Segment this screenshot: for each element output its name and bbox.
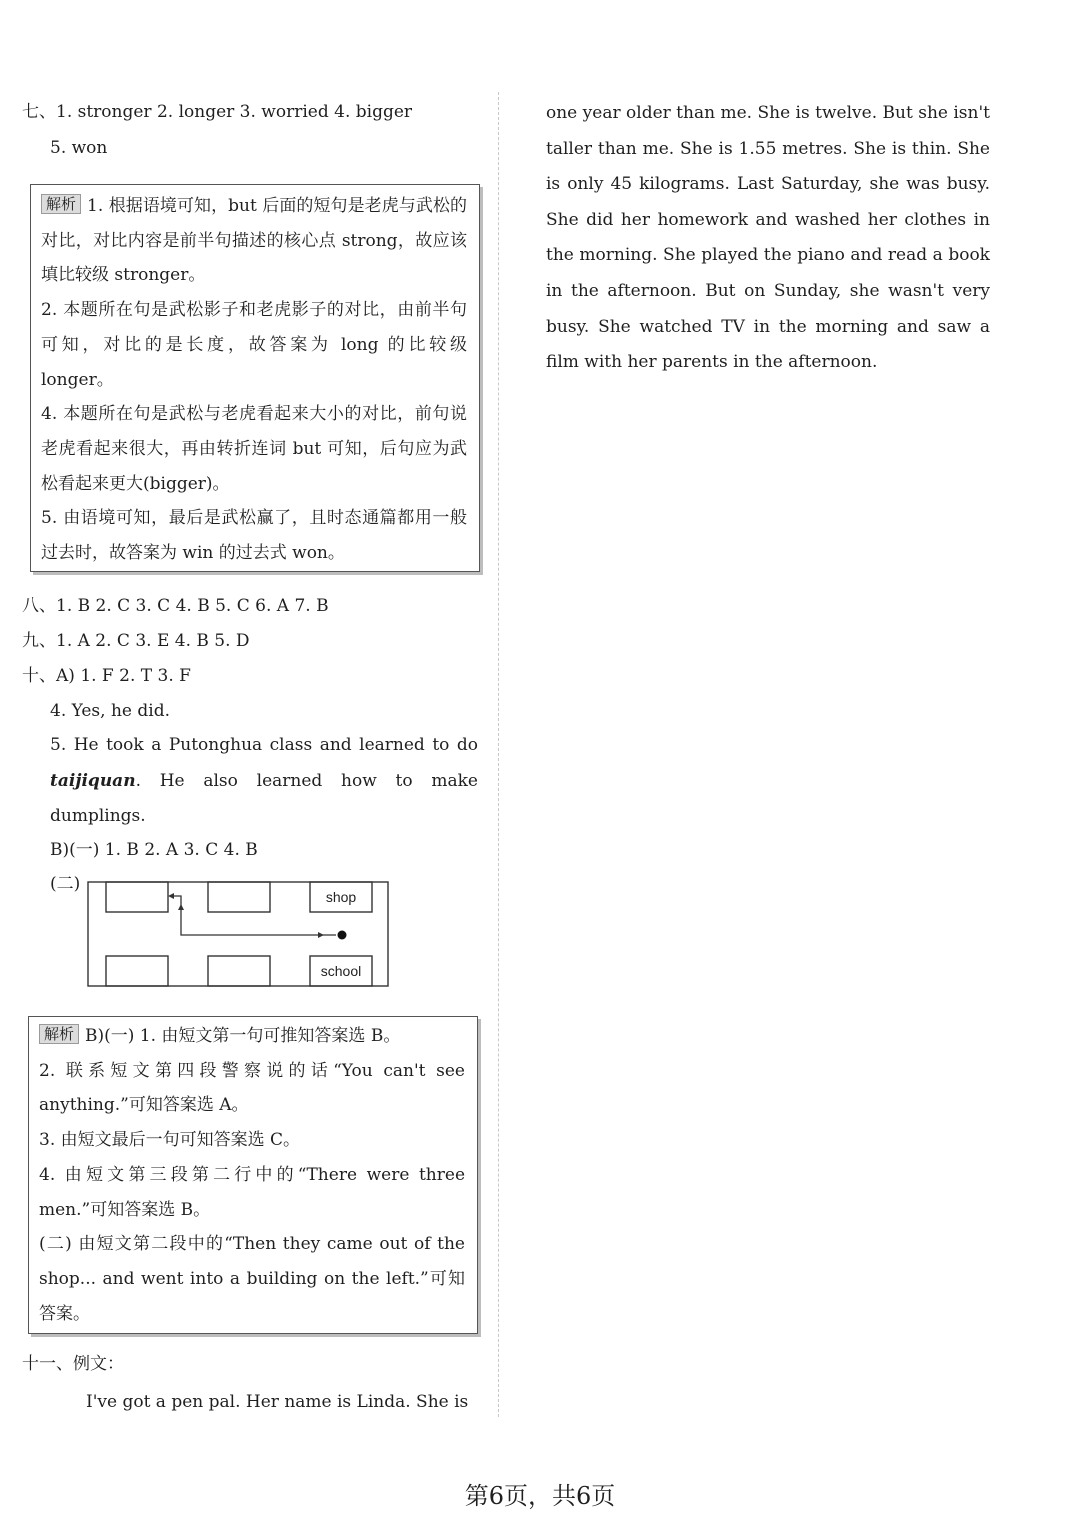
analysis-1-text bbox=[41, 189, 467, 571]
section-7-answers: 七、1. stronger 2. longer 3. worried 4. bigger bbox=[22, 102, 413, 122]
analysis-1-para-4: 5. 由语境可知，最后是武松赢了，且时态通篇都用一般过去时，故答案为 win 的过去式 won。 bbox=[41, 508, 467, 564]
analysis-2-para-2: 2. 联系短文第四段警察说的话“You can't see anything.”可知答案选 A。 bbox=[39, 1060, 465, 1116]
map-building-bottom-left bbox=[106, 956, 168, 986]
analysis-1-para-3: 4. 本题所在句是武松与老虎看起来大小的对比，前句说老虎看起来很大，再由转折连词 but 可知，后句应为武松看起来更大(bigger)。 bbox=[41, 404, 467, 494]
section-10-b2-label: (二) bbox=[50, 874, 81, 894]
analysis-box-2 bbox=[28, 1016, 478, 1334]
analysis-2-para-4: 4. 由短文第三段第二行中的“There were three men.”可知答案选 B。 bbox=[39, 1164, 465, 1220]
analysis-2-text bbox=[39, 1019, 465, 1331]
map-building-bottom-middle bbox=[208, 956, 270, 986]
analysis-tag: 解析 bbox=[39, 1024, 79, 1044]
analysis-box-1 bbox=[30, 184, 480, 572]
analysis-1-para-1: 解析 1. 根据语境可知，but 后面的短句是老虎与武松的对比，对比内容是前半句描述的核心点 strong，故应该填比较级 stronger。 bbox=[41, 195, 467, 286]
italic-term: taijiquan bbox=[50, 770, 136, 791]
map-building-top-left bbox=[106, 882, 168, 912]
analysis-2-para-5: (二) 由短文第二段中的“Then they came out of the shop... and went into a building on the left.”可知答案。 bbox=[39, 1234, 465, 1324]
section-10-a5: 5. He took a Putonghua class and learned to do taijiquan. He also learned how to make dumplings. bbox=[50, 735, 478, 827]
section-10-a4: 4. Yes, he did. bbox=[50, 701, 170, 721]
section-10-b-answers: B)(一) 1. B 2. A 3. C 4. B bbox=[50, 840, 258, 860]
section-8-answers: 八、1. B 2. C 3. C 4. B 5. C 6. A 7. B bbox=[22, 596, 329, 616]
map-route-line bbox=[172, 896, 336, 935]
section-10-a-answers: 十、A) 1. F 2. T 3. F bbox=[22, 666, 191, 686]
column-divider bbox=[498, 92, 499, 1417]
map-arrow-up-segment bbox=[178, 904, 184, 910]
section-11-title: 十一、例文： bbox=[22, 1354, 124, 1374]
map-label-school: school bbox=[320, 963, 362, 979]
route-map bbox=[86, 880, 392, 990]
analysis-2-para-1: 解析 B)(一) 1. 由短文第一句可推知答案选 B。 bbox=[39, 1019, 465, 1054]
analysis-1-para-2: 2. 本题所在句是武松影子和老虎影子的对比，由前半句可知，对比的是长度，故答案为 long 的比较级 longer。 bbox=[41, 300, 467, 390]
map-arrow-end bbox=[168, 893, 174, 899]
map-arrow-right-segment bbox=[318, 932, 324, 938]
analysis-2-para-3: 3. 由短文最后一句可知答案选 C。 bbox=[39, 1130, 301, 1151]
section-7-answer-5: 5. won bbox=[50, 138, 108, 158]
map-building-top-middle bbox=[208, 882, 270, 912]
essay-first-line: I've got a pen pal. Her name is Linda. She is bbox=[86, 1392, 469, 1412]
section-9-answers: 九、1. A 2. C 3. E 4. B 5. D bbox=[22, 631, 250, 651]
map-label-shop: shop bbox=[325, 889, 357, 905]
analysis-tag: 解析 bbox=[41, 194, 81, 214]
map-start-point bbox=[338, 931, 347, 940]
page-number: 第6页，共6页 bbox=[464, 1482, 616, 1510]
essay-continuation: one year older than me. She is twelve. But she isn't taller than me. She is 1.55 metres. She is thin. She is only 45 kilograms. Last Saturday, she was busy. She did her homework and washed her clothes in the morning. She played the piano and read a book in the afternoon. But on Sunday, she wasn't very busy. She watched TV in the morning and saw a film with her parents in the afternoon. bbox=[546, 103, 990, 373]
